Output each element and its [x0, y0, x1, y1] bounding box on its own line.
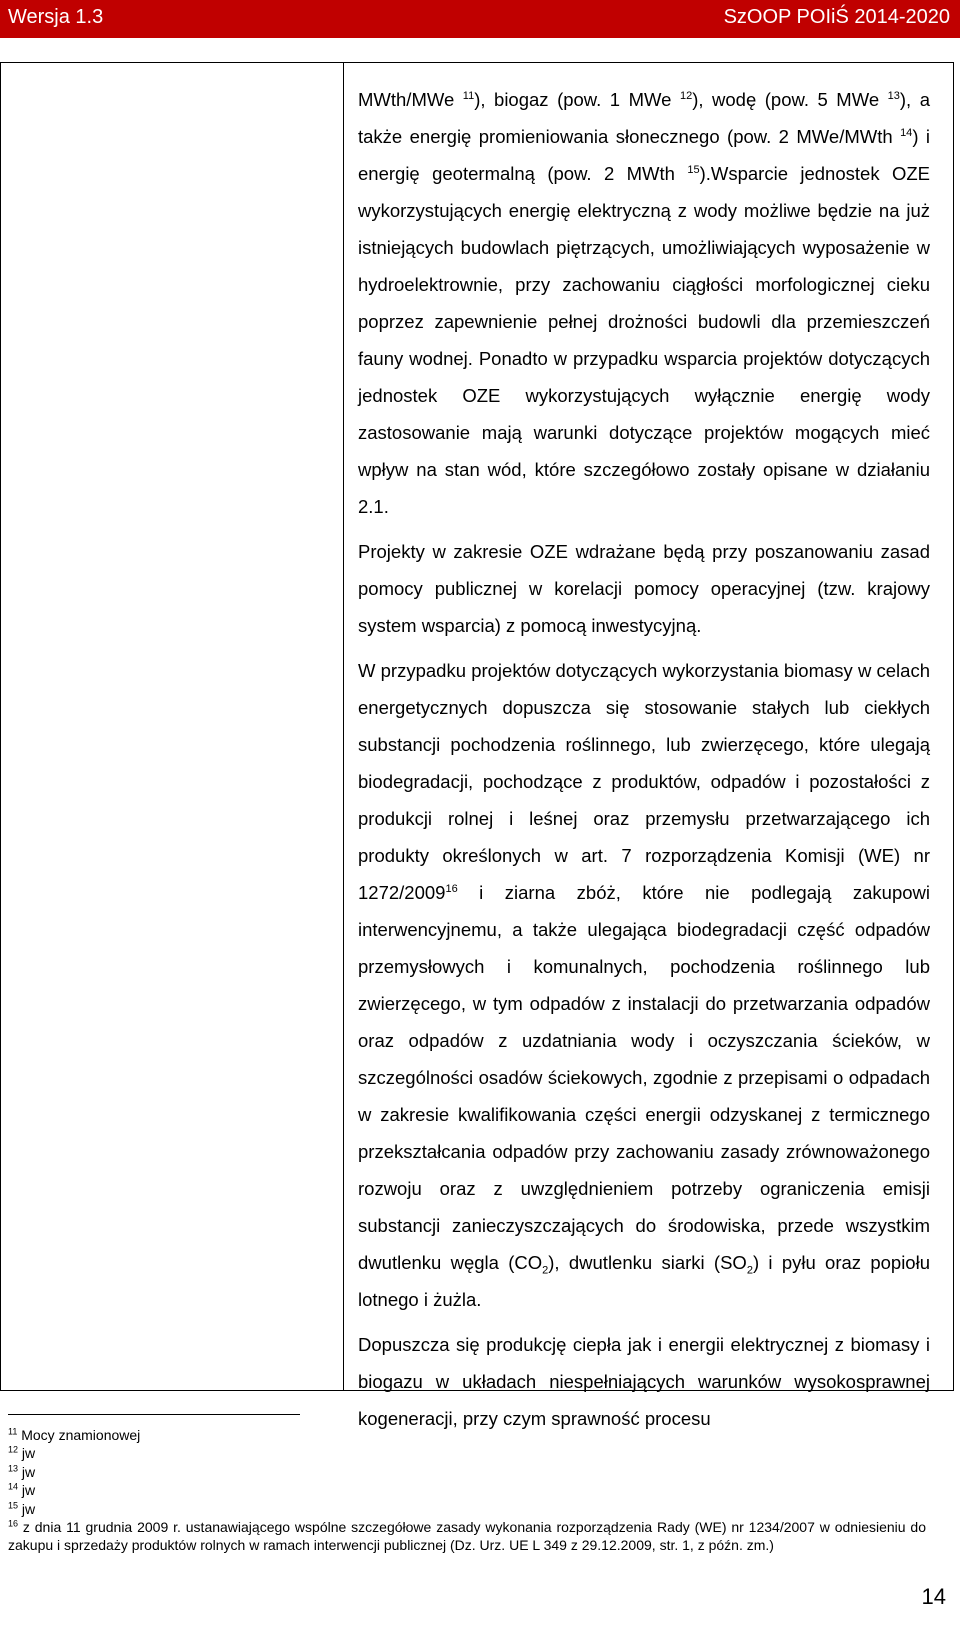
footnote: $^{15}$ jw	[8, 1499, 36, 1517]
version-label: Wersja 1.3	[8, 6, 104, 28]
footnote-ref[interactable]: 14	[900, 126, 913, 139]
page-number: 14	[921, 1584, 946, 1609]
column-divider	[343, 63, 344, 1390]
footnote: $^{16}$ z dnia 11 grudnia 2009 r. ustanawiającego wspólne szczegółowe zasady wykonania rozporządzenia Rady (WE) nr 1234/2007 w odniesieniu do zakupu i sprzedaży produktów rolnych w ramach interwencji publicznej (Dz. Urz. UE L 349 z 29.12.2009, str. 1, z późn. zm.)	[8, 1518, 926, 1554]
footnote-ref[interactable]: 12	[679, 89, 693, 102]
footnote-separator	[8, 1414, 300, 1415]
page-header	[0, 0, 960, 38]
footnote: $^{12}$ jw	[8, 1444, 36, 1462]
footnote-ref[interactable]: 16	[445, 882, 458, 895]
content-table	[0, 62, 954, 1429]
paragraph-2: Projekty w zakresie OZE wdrażane będą przy poszanowaniu zasad pomocy publicznej w korelacji pomocy operacyjnej (tzw. krajowy system wsparcia) z pomocą inwestycyjną.	[358, 541, 930, 636]
right-column	[358, 81, 930, 1437]
footnote-ref[interactable]: 13	[887, 89, 900, 102]
footnote: $^{11}$ Mocy znamionowej	[8, 1426, 141, 1443]
paragraph-1: MWth/MWe $^{11}$), biogaz (pow. 1 MWe $^{12}$), wodę (pow. 5 MWe $^{13}$), a także energię promieniowania słonecznego (pow. 2 MWe/MWth $^{14}$) i energię geotermalną (pow. 2 MWth $^{15}$).Wsparcie jednostek OZE wykorzystujących energię elektryczną z wody możliwe będzie na już istniejących budowlach piętrzących, umożliwiających wyposażenie w hydroelektrownie, przy zachowaniu ciągłości morfologicznej cieku poprzez zapewnienie pełnej drożności budowli dla przemieszczeń fauny wodnej. Ponadto w przypadku wsparcia projektów dotyczących jednostek OZE wykorzystujących wyłącznie energię wody zastosowanie mają warunki dotyczące projektów mogących mieć wpływ na stan wód, które szczegółowo zostały opisane w działaniu 2.1.	[358, 89, 930, 517]
footnotes	[8, 1426, 926, 1555]
footnote-ref[interactable]: 11	[462, 89, 475, 102]
paragraph-4: Dopuszcza się produkcję ciepła jak i energii elektrycznej z biomasy i biogazu w układach niespełniających warunków wysokosprawnej kogeneracji, przy czym sprawność procesu	[358, 1334, 930, 1429]
footnote-ref[interactable]: 15	[687, 163, 700, 176]
document-name: SzOOP POIiŚ 2014-2020	[723, 6, 950, 28]
footnote: $^{13}$ jw	[8, 1463, 36, 1480]
footnote: $^{14}$ jw	[8, 1481, 36, 1499]
paragraph-3: W przypadku projektów dotyczących wykorzystania biomasy w celach energetycznych dopuszcza się stosowanie stałych lub ciekłych substancji pochodzenia roślinnego, lub zwierzęcego, które ulegają biodegradacji, pochodzące z produktów, odpadów i pozostałości z produkcji rolnej i leśnej oraz przemysłu przetwarzającego ich produkty określonych w art. 7 rozporządzenia Komisji (WE) nr 1272/2009$^{16}$ i ziarna zbóż, które nie podlegają zakupowi interwencyjnemu, a także ulegająca biodegradacji część odpadów przemysłowych i komunalnych, pochodzenia roślinnego lub zwierzęcego, w tym odpadów z instalacji do przetwarzania odpadów oraz odpadów z uzdatniania wody i oczyszczania ścieków, w szczególności osadów ściekowych, zgodnie z przepisami o odpadach w zakresie kwalifikowania części energii odzyskanej z termicznego przekształcania odpadów przy zachowaniu zasady zrównoważonego rozwoju oraz z uwzględnieniem potrzeby ograniczenia emisji substancji zanieczyszczających do środowiska, przede wszystkim dwutlenku węgla $(CO_2)$, dwutlenku siarki $(SO_2)$ i pyłu oraz popiołu lotnego i żużla.	[358, 660, 930, 1310]
